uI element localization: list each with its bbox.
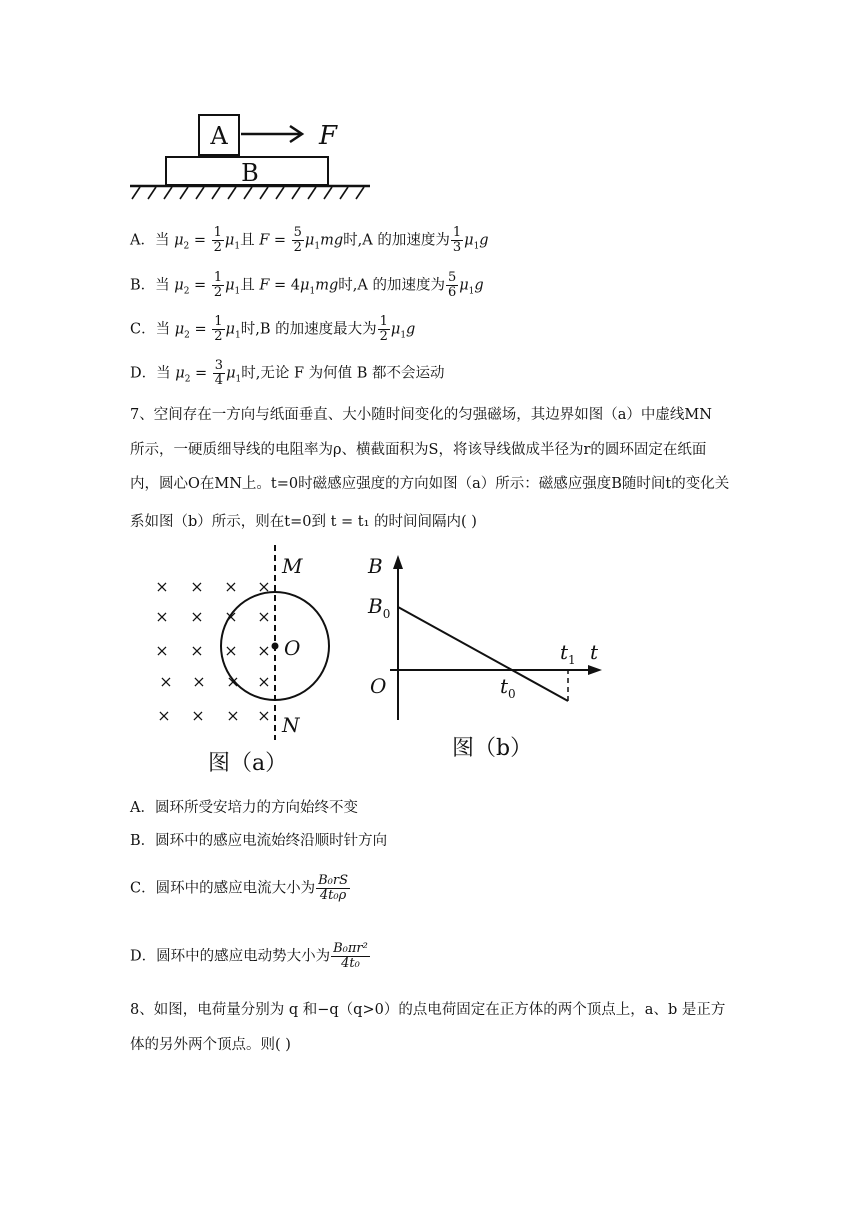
q7-option-a: A．圆环所受安培力的方向始终不变 (130, 800, 358, 816)
cross-mark: × (226, 706, 240, 725)
q6-option-d: D．当 $\mu_2$ = $\frac{3}{4}$ $\mu_1$时,无论 F 为何值 B 都不会运动 (130, 358, 445, 388)
mu-symbol: μ (174, 321, 185, 338)
cross-mark: × (257, 577, 271, 596)
q7-option-c (130, 874, 351, 903)
label-m: M (282, 554, 303, 578)
mg-symbol: mg (315, 277, 339, 294)
q7-line-3: 内，圆心O在MN上。t=0时磁感应强度的方向如图（a）所示：磁感应强度B随时间t的变化关 (130, 476, 730, 492)
cross-mark: × (224, 607, 238, 626)
block-a-label: A (210, 122, 228, 150)
cross-mark: × (155, 641, 169, 660)
field-crosses (155, 577, 270, 725)
label-origin: O (370, 674, 387, 698)
label-b-axis: B (368, 554, 383, 578)
caption-a: 图（a） (208, 751, 288, 776)
mg-symbol: mg (320, 232, 344, 249)
cross-mark: × (155, 607, 169, 626)
fraction: $\frac{1}{2}$ (213, 270, 223, 300)
q8-line-2: 体的另外两个顶点。则( ) (130, 1037, 291, 1053)
cross-mark: × (257, 641, 271, 660)
q7-option-d (130, 942, 371, 971)
fraction: $\frac{1}{3}$ (452, 225, 462, 255)
text: 且 (240, 232, 255, 249)
cross-mark: × (190, 607, 204, 626)
cross-mark: × (257, 607, 271, 626)
option-letter: A． (130, 232, 155, 249)
figure-b (360, 545, 610, 765)
fraction: $\frac{1}{2}$ (213, 225, 222, 255)
fraction: $\frac{5}{2}$ (293, 225, 302, 255)
cross-mark: × (192, 672, 206, 691)
force-label: F (318, 121, 338, 151)
mu-symbol: μ (226, 365, 236, 382)
option-letter: C． (130, 321, 156, 338)
g-symbol: g (474, 277, 484, 294)
label-o: O (284, 636, 301, 660)
block-board-figure (120, 105, 380, 205)
fraction: $\frac{\text{B₀rS}}{\text{4t₀ρ}}$ (318, 873, 348, 903)
center-point (272, 643, 279, 650)
text: 当 (155, 321, 171, 338)
b-t-line (398, 607, 568, 701)
cross-mark: × (226, 672, 240, 691)
text: 当 (154, 232, 170, 249)
mu-symbol: μ (224, 232, 235, 249)
mu-symbol: μ (304, 232, 315, 249)
cross-mark: × (190, 577, 204, 596)
q7-line-4: 系如图（b）所示，则在t=0到 t = t₁ 的时间间隔内( ) (130, 514, 477, 530)
cross-mark: × (190, 641, 204, 660)
option-letter: D． (130, 365, 157, 382)
label-t-axis: t (590, 640, 599, 664)
option-text: C．圆环中的感应电流大小为 (130, 880, 316, 897)
force-symbol: F (259, 277, 270, 294)
board-b-label: B (241, 159, 259, 187)
mu-symbol: μ (300, 277, 310, 294)
equals: = 4 (274, 277, 301, 294)
cross-mark: × (224, 577, 238, 596)
mu-symbol: μ (225, 277, 235, 294)
mu-symbol: μ (174, 232, 184, 249)
cross-mark: × (159, 672, 173, 691)
label-t0: $t_0$ (500, 674, 516, 701)
ground-hatch (132, 187, 364, 199)
mu-symbol: μ (175, 365, 185, 382)
caption-b: 图（b） (452, 736, 533, 761)
mu-symbol: μ (464, 232, 474, 249)
figure-a (140, 545, 340, 780)
force-symbol: F (259, 232, 270, 249)
cross-mark: × (157, 706, 171, 725)
text: 当 (156, 365, 171, 382)
equals: = (194, 321, 207, 338)
q8-line-1: 8、如图，电荷量分别为 q 和−q（q>0）的点电荷固定在正方体的两个顶点上，a、b 是正方 (130, 1002, 726, 1018)
cross-mark: × (257, 706, 271, 725)
fraction: $\frac{1}{2}$ (379, 314, 388, 344)
g-symbol: g (406, 321, 416, 338)
q6-option-b: B．当 $\mu_2$ = $\frac{1}{2}$ $\mu_1$且 $F = 4\mu_1mg$时,A 的加速度为 $\frac{5}{6}$ $\mu_1g$ (130, 270, 484, 300)
fraction: $\frac{3}{4}$ (214, 358, 224, 388)
option-letter: B． (130, 277, 156, 294)
text: 时,B 的加速度最大为 (240, 321, 377, 338)
text: 时,A 的加速度为 (338, 277, 445, 294)
mu-symbol: μ (459, 277, 469, 294)
q7-line-1: 7、空间存在一方向与纸面垂直、大小随时间变化的匀强磁场，其边界如图（a）中虚线MN (130, 407, 712, 423)
text: 当 (155, 277, 170, 294)
text: 时,A 的加速度为 (343, 232, 450, 249)
equals: = (193, 232, 207, 249)
x-axis-arrow (588, 665, 602, 675)
equals: = (273, 232, 287, 249)
mu-symbol: μ (390, 321, 401, 338)
fraction: $\frac{5}{6}$ (447, 270, 457, 300)
y-axis-arrow (393, 555, 403, 569)
label-b0: $B_0$ (368, 594, 391, 621)
cross-mark: × (155, 577, 169, 596)
q7-line-2: 所示，一硬质细导线的电阻率为ρ、横截面积为S，将该导线做成半径为r的圆环固定在纸面 (130, 442, 707, 458)
label-n: N (282, 713, 300, 737)
cross-mark: × (257, 672, 271, 691)
q6-option-a: A．当 $\mu_2$ = $\frac{1}{2}$ $\mu_1$且 F = $\frac{5}{2}$ $\mu_1mg$时,A 的加速度为 $\frac{1}{3}$ $\mu_1g$ (130, 225, 489, 255)
g-symbol: g (479, 232, 489, 249)
fraction: $\frac{\text{B₀πr²}}{\text{4t₀}}$ (333, 941, 368, 971)
mu-symbol: μ (225, 321, 235, 338)
text: 且 (240, 277, 255, 294)
text: 时,无论 F 为何值 B 都不会运动 (241, 365, 445, 382)
label-t1: $t_1$ (560, 640, 576, 667)
cross-mark: × (224, 641, 238, 660)
option-text: D．圆环中的感应电动势大小为 (130, 948, 331, 965)
cross-mark: × (191, 706, 205, 725)
equals: = (194, 277, 207, 294)
fraction: $\frac{1}{2}$ (214, 314, 223, 344)
equals: = (195, 365, 208, 382)
q6-option-c: C．当 $\mu_2$ = $\frac{1}{2}$ $\mu_1$时,B 的加速度最大为 $\frac{1}{2}$ $\mu_1g$ (130, 314, 416, 344)
q7-option-b: B．圆环中的感应电流始终沿顺时针方向 (130, 833, 388, 849)
mu-symbol: μ (174, 277, 184, 294)
